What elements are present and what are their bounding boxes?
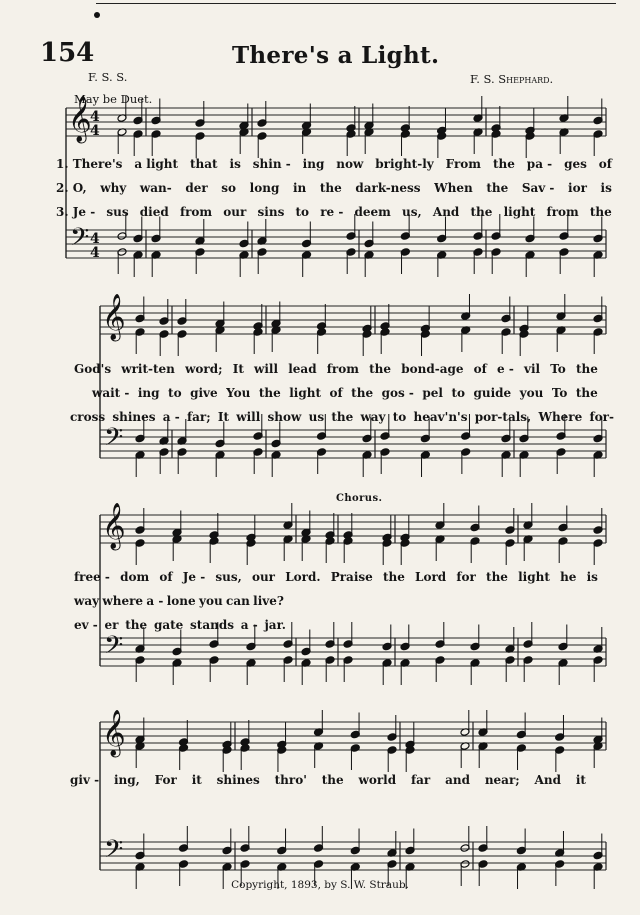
lyric-syllable: the <box>319 181 342 195</box>
lyric-syllable: give <box>190 386 218 400</box>
lyric-syllable: der <box>185 181 208 195</box>
bass-clef-icon: 𝄢 <box>104 423 124 458</box>
lyric-syllable: you <box>519 386 544 400</box>
lyric-syllable: the <box>125 618 148 632</box>
lyric-syllable: Je - <box>182 570 206 584</box>
lyric-syllable: the <box>382 570 405 584</box>
lyric-syllable: world <box>358 773 397 787</box>
lyric-syllable: the <box>258 386 281 400</box>
time-signature: 4 <box>90 109 100 125</box>
lyric-syllable: will <box>236 410 261 424</box>
lyric-line <box>70 773 586 787</box>
lyric-syllable: ges <box>564 157 587 171</box>
lyric-syllable: ior <box>568 181 587 195</box>
lyric-syllable: you <box>198 594 223 608</box>
lyric-syllable: a - <box>146 594 164 608</box>
lyric-syllable: sus, <box>215 570 242 584</box>
lyric-syllable: it <box>191 773 202 787</box>
lyric-syllable: shines <box>216 773 260 787</box>
lyric-syllable: wait - <box>92 386 130 400</box>
hymn-number: 154 <box>40 38 95 68</box>
lyric-syllable: free - <box>74 570 110 584</box>
treble-clef-icon: 𝄞 <box>102 503 126 549</box>
lyric-syllable: a light <box>134 157 179 171</box>
lyric-syllable: sus <box>106 205 129 219</box>
lyric-syllable: so <box>221 181 237 195</box>
lyric-syllable: When <box>434 181 473 195</box>
lyric-syllable: You <box>226 386 251 400</box>
lyric-syllable: a - <box>162 410 180 424</box>
words-credit: F. S. S. <box>88 70 128 84</box>
lyric-syllable: to <box>295 205 310 219</box>
lyric-syllable: And <box>432 205 460 219</box>
lyric-line <box>74 362 598 376</box>
lyric-syllable: in <box>292 181 307 195</box>
lyric-syllable: of <box>598 157 612 171</box>
time-signature: 4 <box>90 123 100 139</box>
performance-note: May be Duet. <box>74 92 153 106</box>
lyric-syllable: giv - <box>70 773 100 787</box>
lyric-syllable: vil <box>523 362 541 376</box>
lyric-syllable: us, <box>402 205 422 219</box>
lyric-syllable: the <box>369 362 392 376</box>
lyric-syllable: died <box>139 205 169 219</box>
music-credit: F. S. Shephard. <box>470 72 554 86</box>
lyric-syllable: e - <box>497 362 514 376</box>
lyric-syllable: guide <box>473 386 512 400</box>
lyric-syllable: is <box>586 570 598 584</box>
lyric-syllable: er <box>104 618 119 632</box>
lyric-syllable: the <box>589 205 612 219</box>
lyric-syllable: for <box>456 570 476 584</box>
lyric-syllable: way <box>74 594 100 608</box>
lyric-syllable: to <box>392 410 407 424</box>
lyric-syllable: pel <box>422 386 443 400</box>
lyric-syllable: the <box>486 570 508 584</box>
lyric-syllable: Lord. <box>285 570 321 584</box>
lyric-syllable: lead <box>288 362 317 376</box>
bass-clef-icon: 𝄢 <box>70 223 90 258</box>
lyric-syllable: God's <box>74 362 112 376</box>
lyric-syllable: our <box>223 205 247 219</box>
lyric-syllable: And <box>534 773 561 787</box>
lyric-line <box>74 570 598 584</box>
lyric-syllable: of <box>159 570 173 584</box>
lyric-syllable: For <box>154 773 177 787</box>
lyric-syllable: live? <box>253 594 284 608</box>
lyric-syllable: ing <box>302 157 325 171</box>
lyric-syllable: Lord <box>415 570 447 584</box>
lyric-syllable: From <box>445 157 482 171</box>
lyric-syllable: is <box>229 157 241 171</box>
lyric-line <box>92 386 598 400</box>
lyric-syllable: far <box>410 773 431 787</box>
lyric-syllable: To <box>551 386 568 400</box>
lyric-syllable: to <box>168 386 182 400</box>
lyric-syllable: it <box>575 773 586 787</box>
lyric-syllable: that <box>190 157 218 171</box>
treble-clef-icon: 𝄞 <box>68 96 92 142</box>
lyric-syllable: bright-ly <box>375 157 434 171</box>
lyric-syllable: shin - <box>252 157 291 171</box>
lyric-syllable: heav'n's <box>413 410 468 424</box>
lyric-syllable: near; <box>484 773 520 787</box>
lyric-syllable: where <box>102 594 144 608</box>
lyric-syllable: from <box>179 205 213 219</box>
lyric-syllable: the <box>575 386 598 400</box>
lyric-syllable: the <box>321 773 344 787</box>
lyric-syllable: us <box>308 410 325 424</box>
lyric-syllable: ev - <box>74 618 98 632</box>
copyright-notice: Copyright, 1893, by S. W. Straub. <box>231 879 409 891</box>
lyric-syllable: wan- <box>139 181 172 195</box>
lyric-syllable: shines <box>112 410 156 424</box>
lyric-syllable: 1. There's <box>56 157 123 171</box>
lyric-syllable: of <box>329 386 343 400</box>
lyric-syllable: stands <box>190 618 234 632</box>
lyric-syllable: Praise <box>330 570 373 584</box>
lyric-syllable: Sav - <box>521 181 555 195</box>
lyric-syllable: the <box>470 205 493 219</box>
time-signature: 4 <box>90 245 100 261</box>
lyric-line <box>70 410 614 424</box>
lyric-syllable: It <box>217 410 230 424</box>
lyric-syllable: is <box>600 181 612 195</box>
bass-clef-icon: 𝄢 <box>104 835 124 870</box>
lyric-line <box>56 205 612 219</box>
lyric-syllable: and <box>445 773 470 787</box>
lyric-syllable: can <box>226 594 250 608</box>
lyric-syllable: our <box>251 570 276 584</box>
lyric-syllable: gos - <box>381 386 414 400</box>
lyric-syllable: from <box>326 362 359 376</box>
lyric-syllable: lone <box>166 594 196 608</box>
lyric-syllable: 2. O, <box>56 181 87 195</box>
lyric-syllable: far; <box>186 410 211 424</box>
bass-clef-icon: 𝄢 <box>104 631 124 666</box>
lyric-syllable: the <box>492 157 515 171</box>
lyric-syllable: cross <box>70 410 106 424</box>
lyric-syllable: light <box>289 386 322 400</box>
lyric-syllable: pa - <box>526 157 553 171</box>
lyric-line <box>56 157 612 171</box>
lyric-syllable: To <box>550 362 566 376</box>
lyric-syllable: thro' <box>274 773 307 787</box>
lyric-line <box>56 181 612 195</box>
lyric-syllable: jar. <box>264 618 286 632</box>
hymn-title: There's a Light. <box>232 42 440 69</box>
treble-clef-icon: 𝄞 <box>102 710 126 756</box>
lyric-syllable: way <box>360 410 386 424</box>
lyric-syllable: long <box>249 181 280 195</box>
lyric-syllable: ing <box>137 386 160 400</box>
chorus-label: Chorus. <box>336 493 383 504</box>
lyric-syllable: the <box>331 410 354 424</box>
lyric-syllable: word; <box>185 362 223 376</box>
lyric-syllable: now <box>336 157 364 171</box>
lyric-syllable: dom <box>120 570 150 584</box>
lyric-syllable: the <box>575 362 598 376</box>
time-signature: 4 <box>90 231 100 247</box>
lyric-syllable: deem <box>354 205 391 219</box>
lyric-syllable: light <box>518 570 550 584</box>
lyric-syllable: gate <box>153 618 184 632</box>
treble-clef-icon: 𝄞 <box>102 294 126 340</box>
lyric-syllable: light <box>503 205 536 219</box>
lyric-syllable: por-tals, <box>474 410 532 424</box>
lyric-syllable: Where <box>538 410 583 424</box>
lyric-syllable: show <box>267 410 302 424</box>
lyric-syllable: re - <box>320 205 344 219</box>
lyric-syllable: sins <box>257 205 285 219</box>
lyric-syllable: dark-ness <box>355 181 421 195</box>
lyric-syllable: bond-age <box>401 362 464 376</box>
lyric-syllable: 3. Je - <box>56 205 96 219</box>
lyric-syllable: the <box>351 386 374 400</box>
lyric-syllable: the <box>486 181 509 195</box>
lyric-syllable: a - <box>240 618 258 632</box>
lyric-syllable: to <box>451 386 465 400</box>
lyric-syllable: will <box>254 362 279 376</box>
lyric-syllable: writ-ten <box>121 362 175 376</box>
lyric-syllable: from <box>546 205 579 219</box>
lyric-syllable: ing, <box>113 773 140 787</box>
lyric-syllable: of <box>473 362 487 376</box>
lyric-line <box>74 594 284 608</box>
lyric-syllable: he <box>560 570 577 584</box>
lyric-syllable: for- <box>589 410 614 424</box>
lyric-line <box>74 618 286 632</box>
lyric-syllable: It <box>232 362 244 376</box>
lyric-syllable: why <box>100 181 127 195</box>
